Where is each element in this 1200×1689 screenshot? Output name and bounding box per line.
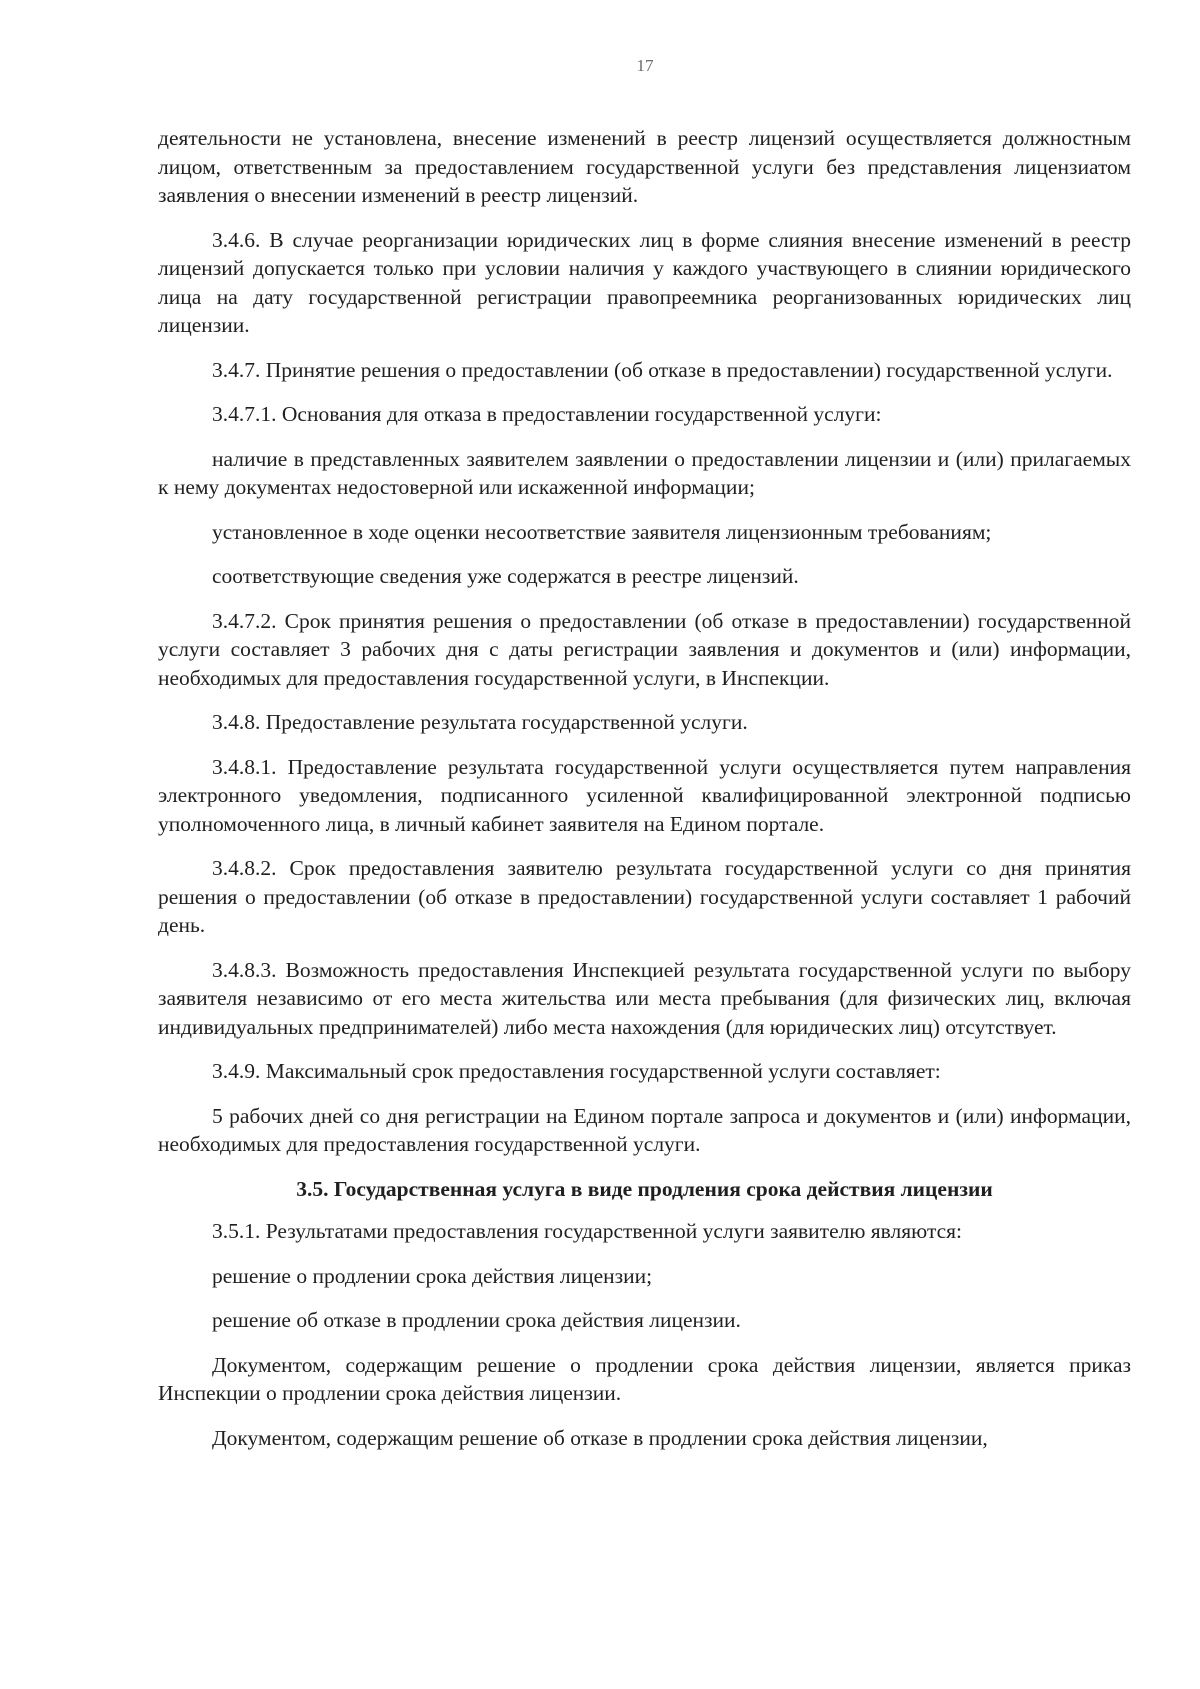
paragraph-3-4-7: 3.4.7. Принятие решения о предоставлении (об отказе в предоставлении) государственной услуги. (212, 357, 1113, 382)
paragraph-3-4-8-3: 3.4.8.3. Возможность предоставления Инспекцией результата государственной услуги по выбору заявителя независимо от его места жительства или места пребывания (для физических лиц, включая индивидуальных предпринимателей) либо места нахождения (для юридических лиц) отсутствует. (158, 957, 1131, 1039)
paragraph-3-4-7-1: 3.4.7.1. Основания для отказа в предоставлении государственной услуги: (212, 402, 882, 426)
paragraph-3-4-9: 3.4.9. Максимальный срок предоставления государственной услуги составляет: (212, 1059, 941, 1083)
list-item-refusal-reason: наличие в представленных заявителем заявлении о предоставлении лицензии и (или) прилагаемых к нему документах недостоверной или искаженной информации; (158, 446, 1131, 499)
paragraph-document-extension: Документом, содержащим решение о продлении срока действия лицензии, является приказ Инспекции о продлении срока действия лицензии. (158, 1352, 1131, 1405)
document-body (158, 124, 1131, 1468)
paragraph-3-5-1: 3.5.1. Результатами предоставления государственной услуги заявителю являются: (212, 1219, 963, 1243)
list-item-refusal-reason: установленное в ходе оценки несоответствие заявителя лицензионным требованиям; (212, 519, 992, 544)
paragraph-max-term: 5 рабочих дней со дня регистрации на Едином портале запроса и документов и (или) информации, необходимых для предоставления государственной услуги. (158, 1103, 1131, 1156)
paragraph-continuation: деятельности не установлена, внесение изменений в реестр лицензий осуществляется должностным лицом, ответственным за предоставлением государственной услуги без представления лицензиатом заявления о внесении изменений в реестр лицензий. (158, 126, 1131, 207)
paragraph-3-4-8: 3.4.8. Предоставление результата государственной услуги. (212, 710, 748, 734)
paragraph-3-4-8-1: 3.4.8.1. Предоставление результата государственной услуги осуществляется путем направления электронного уведомления, подписанного усиленной квалифицированной электронной подписью уполномоченного лица, в личный кабинет заявителя на Едином портале. (158, 754, 1131, 836)
paragraph-3-4-6: 3.4.6. В случае реорганизации юридических лиц в форме слияния внесение изменений в реестр лицензий допускается только при условии наличия у каждого участвующего в слиянии юридического лица на дату государственной регистрации правопреемника реорганизованных юридических лиц лицензии. (158, 227, 1131, 337)
section-heading-3-5: 3.5. Государственная услуга в виде продления срока действия лицензии (296, 1176, 993, 1201)
list-item-result: решение о продлении срока действия лицензии; (212, 1263, 653, 1288)
paragraph-3-4-7-2: 3.4.7.2. Срок принятия решения о предоставлении (об отказе в предоставлении) государственной услуги составляет 3 рабочих дня с даты регистрации заявления и документов и (или) информации, необходимых для предоставления государственной услуги, в Инспекции. (158, 608, 1131, 690)
page-number: 17 (636, 56, 654, 75)
paragraph-document-refusal: Документом, содержащим решение об отказе в продлении срока действия лицензии, (212, 1425, 988, 1450)
list-item-result: решение об отказе в продлении срока действия лицензии. (212, 1308, 741, 1332)
list-item-refusal-reason: соответствующие сведения уже содержатся в реестре лицензий. (212, 564, 799, 588)
paragraph-3-4-8-2: 3.4.8.2. Срок предоставления заявителю результата государственной услуги со дня принятия решения о предоставлении (об отказе в предоставлении) государственной услуги составляет 1 рабочий день. (158, 856, 1131, 937)
